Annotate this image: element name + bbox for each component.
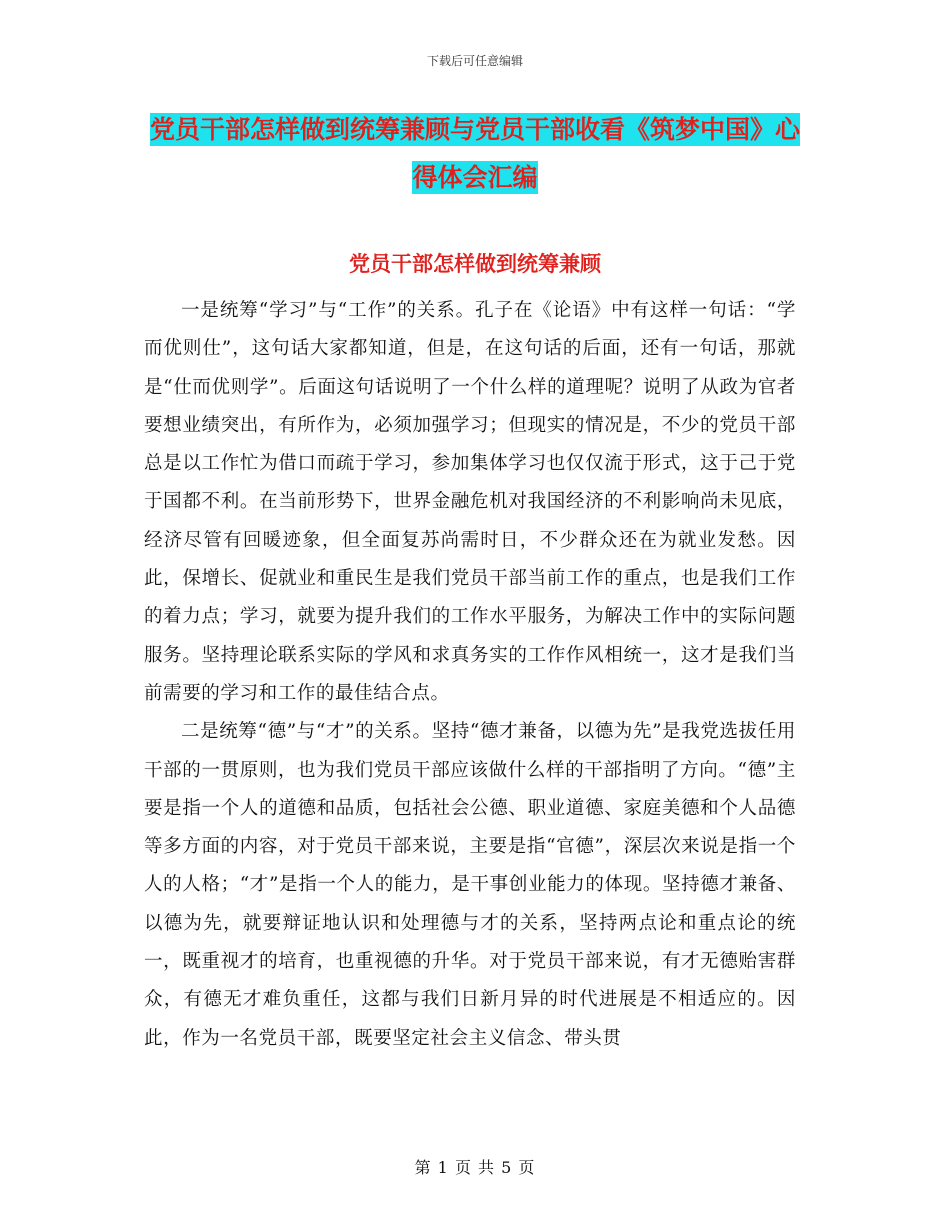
section-title: 党员干部怎样做到统筹兼顾 — [349, 252, 601, 276]
body-text — [144, 292, 796, 1058]
paragraph-2: 二是统筹“德”与“才”的关系。坚持“德才兼备，以德为先”是我党选拔任用干部的一贯原则，也为我们党员干部应该做什么样的干部指明了方向。“德”主要是指一个人的道德和品质，包括社会公德、职业道德、家庭美德和个人品德等多方面的内容，对于党员干部来说，主要是指“官德”，深层次来说是指一个人的人格；“才”是指一个人的能力，是干事创业能力的体现。坚持德才兼备、以德为先，就要辩证地认识和处理德与才的关系，坚持两点论和重点论的统一，既重视才的培育，也重视德的升华。对于党员干部来说，有才无德贻害群众，有德无才难负重任，这都与我们日新月异的时代进展是不相适应的。因此，作为一名党员干部，既要坚定社会主义信念、带头贯 — [144, 721, 796, 1049]
page-footer: 第 1 页 共 5 页 — [414, 1158, 536, 1177]
document-title-text: 党员干部怎样做到统筹兼顾与党员干部收看《筑梦中国》心得体会汇编 — [150, 115, 801, 192]
header-note: 下载后可任意编辑 — [426, 54, 523, 68]
document-title — [150, 106, 800, 202]
paragraph-1: 一是统筹“学习”与“工作”的关系。孔子在《论语》中有这样一句话：“学而优则仕”，这句话大家都知道，但是，在这句话的后面，还有一句话，那就是“仕而优则学”。后面这句话说明了一个什么样的道理呢？说明了从政为官者要想业绩突出，有所作为，必须加强学习；但现实的情况是，不少的党员干部总是以工作忙为借口而疏于学习，参加集体学习也仅仅流于形式，这于己于党于国都不利。在当前形势下，世界金融危机对我国经济的不利影响尚未见底，经济尽管有回暖迹象，但全面复苏尚需时日，不少群众还在为就业发愁。因此，保增长、促就业和重民生是我们党员干部当前工作的重点，也是我们工作的着力点；学习，就要为提升我们的工作水平服务，为解决工作中的实际问题服务。坚持理论联系实际的学风和求真务实的工作作风相统一，这才是我们当前需要的学习和工作的最佳结合点。 — [144, 300, 796, 704]
